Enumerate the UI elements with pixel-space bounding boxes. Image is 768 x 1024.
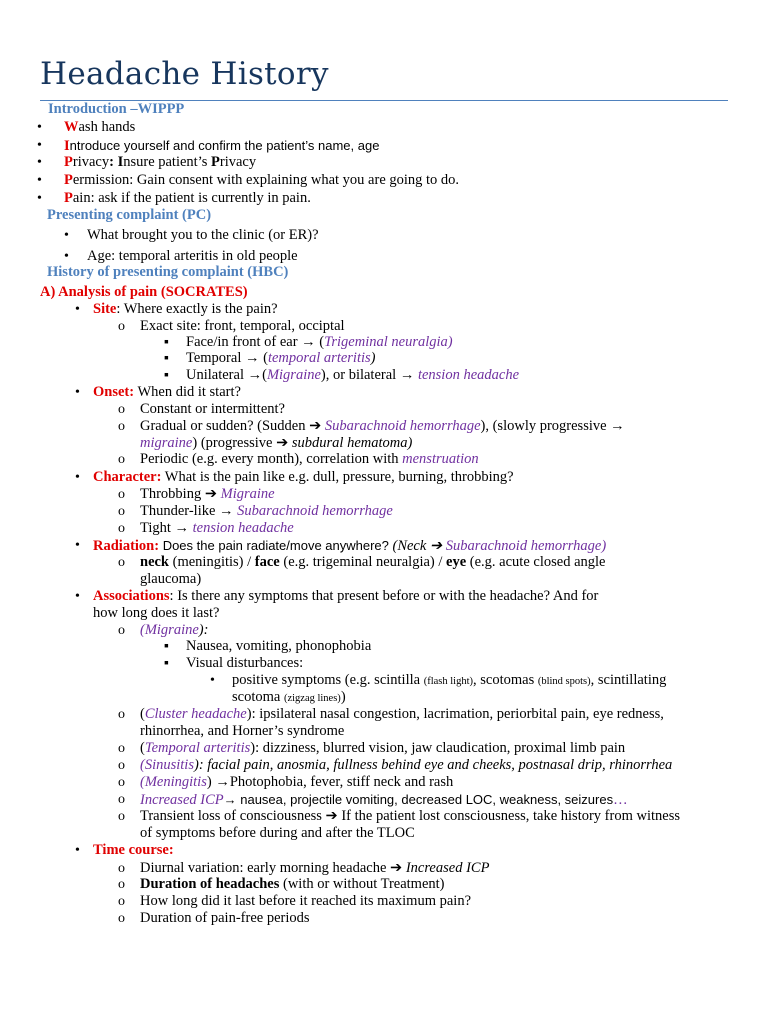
onset-periodic: Periodic (e.g. every month), correlation with menstruation xyxy=(140,451,479,467)
intro-heading: Introduction –WIPPP xyxy=(48,101,185,117)
bullet-circle: o xyxy=(118,775,125,790)
bullet-square: ▪ xyxy=(164,639,169,654)
assoc-cluster: (Cluster headache): ipsilateral nasal congestion, lacrimation, periorbital pain, eye redness, xyxy=(140,706,664,722)
bullet-circle: o xyxy=(118,402,125,417)
assoc-positive: positive symptoms (e.g. scintilla (flash light), scotomas (blind spots), scintillating xyxy=(232,672,667,688)
bullet: • xyxy=(75,470,80,485)
associations-line-cont: how long does it last? xyxy=(93,605,220,621)
analysis-heading: A) Analysis of pain (SOCRATES) xyxy=(40,284,248,300)
assoc-sinusitis: (Sinusitis): facial pain, anosmia, fullness behind eye and cheeks, postnasal drip, rhinorrhea xyxy=(140,757,673,773)
pc-heading: Presenting complaint (PC) xyxy=(47,207,212,223)
assoc-tloc-cont: of symptoms before during and after the TLOC xyxy=(140,825,415,841)
pc-item: Age: temporal arteritis in old people xyxy=(87,248,298,264)
site-line: Site: Where exactly is the pain? xyxy=(93,301,278,317)
bullet-circle: o xyxy=(118,555,125,570)
site-temporal: Temporal → (temporal arteritis) xyxy=(186,350,376,366)
character-line: Character: What is the pain like e.g. dull, pressure, burning, throbbing? xyxy=(93,469,514,485)
intro-wash-hands: Wash hands xyxy=(64,119,136,135)
bullet: • xyxy=(75,589,80,604)
bullet-circle: o xyxy=(118,487,125,502)
bullet-circle: o xyxy=(118,504,125,519)
bullet: • xyxy=(75,302,80,317)
bullet-circle: o xyxy=(118,741,125,756)
bullet-circle: o xyxy=(118,792,125,807)
bullet-square: ▪ xyxy=(164,656,169,671)
radiation-line: Radiation: Does the pain radiate/move anywhere? (Neck ➔ Subarachnoid hemorrhage) xyxy=(93,538,607,554)
bullet-circle: o xyxy=(118,707,125,722)
bullet: • xyxy=(37,120,42,135)
time-pain-free: Duration of pain-free periods xyxy=(140,910,310,926)
radiation-sites: neck (meningitis) / face (e.g. trigeminal neuralgia) / eye (e.g. acute closed angle xyxy=(140,554,606,570)
site-exact: Exact site: front, temporal, occiptal xyxy=(140,318,345,334)
character-thunder: Thunder-like → Subarachnoid hemorrhage xyxy=(140,503,393,519)
bullet: • xyxy=(75,385,80,400)
bullet: • xyxy=(37,155,42,170)
bullet: • xyxy=(75,538,80,553)
bullet-circle: o xyxy=(118,319,125,334)
assoc-migraine: (Migraine): xyxy=(140,622,209,638)
page-title: Headache History xyxy=(40,56,329,92)
character-tight: Tight → tension headache xyxy=(140,520,294,536)
bullet-circle: o xyxy=(118,758,125,773)
bullet-square: ▪ xyxy=(164,351,169,366)
hpc-heading: History of presenting complaint (HBC) xyxy=(47,264,289,280)
bullet: • xyxy=(37,173,42,188)
site-face: Face/in front of ear → (Trigeminal neuralgia) xyxy=(186,334,453,350)
assoc-temporal-arteritis: (Temporal arteritis): dizziness, blurred vision, jaw claudication, proximal limb pain xyxy=(140,740,626,756)
intro-pain: Pain: ask if the patient is currently in pain. xyxy=(64,190,311,206)
bullet-circle: o xyxy=(118,452,125,467)
bullet: • xyxy=(37,138,42,153)
associations-line: Associations: Is there any symptoms that present before or with the headache? And for xyxy=(93,588,599,604)
assoc-meningitis: (Meningitis) →Photophobia, fever, stiff neck and rash xyxy=(140,774,454,790)
bullet-square: ▪ xyxy=(164,368,169,383)
onset-gradual-cont: migraine) (progressive ➔ subdural hematoma) xyxy=(140,435,413,451)
assoc-increased-icp: Increased ICP→ nausea, projectile vomiting, decreased LOC, weakness, seizures… xyxy=(140,792,628,808)
assoc-positive-cont: scotoma (zigzag lines)) xyxy=(232,689,346,705)
radiation-sites-cont: glaucoma) xyxy=(140,571,202,587)
bullet: • xyxy=(75,843,80,858)
assoc-visual: Visual disturbances: xyxy=(186,655,304,671)
bullet-circle: o xyxy=(118,521,125,536)
bullet-circle: o xyxy=(118,877,125,892)
onset-constant: Constant or intermittent? xyxy=(140,401,285,417)
intro-permission: Permission: Gain consent with explaining what you are going to do. xyxy=(64,172,460,188)
onset-line: Onset: When did it start? xyxy=(93,384,241,400)
bullet: • xyxy=(64,228,69,243)
bullet-circle: o xyxy=(118,911,125,926)
assoc-cluster-cont: rhinorrhea, and Horner’s syndrome xyxy=(140,723,345,739)
onset-gradual: Gradual or sudden? (Sudden ➔ Subarachnoid hemorrhage), (slowly progressive → xyxy=(140,418,625,434)
assoc-tloc: Transient loss of consciousness ➔ If the patient lost consciousness, take history from witness xyxy=(140,808,680,824)
bullet-circle: o xyxy=(118,861,125,876)
assoc-nausea: Nausea, vomiting, phonophobia xyxy=(186,638,372,654)
intro-privacy: Privacy: Insure patient’s Privacy xyxy=(64,154,257,170)
time-how-long: How long did it last before it reached its maximum pain? xyxy=(140,893,472,909)
bullet: • xyxy=(64,249,69,264)
bullet: • xyxy=(37,191,42,206)
time-course-label: Time course: xyxy=(93,842,174,858)
bullet-circle: o xyxy=(118,623,125,638)
time-duration: Duration of headaches (with or without Treatment) xyxy=(140,876,445,892)
bullet-circle: o xyxy=(118,894,125,909)
site-unilateral: Unilateral →(Migraine), or bilateral → tension headache xyxy=(186,367,520,383)
bullet-circle: o xyxy=(118,419,125,434)
intro-introduce: Introduce yourself and confirm the patient’s name, age xyxy=(64,138,380,154)
bullet-circle: o xyxy=(118,809,125,824)
pc-item: What brought you to the clinic (or ER)? xyxy=(87,227,319,243)
character-throbbing: Throbbing ➔ Migraine xyxy=(140,486,275,502)
time-diurnal: Diurnal variation: early morning headache ➔ Increased ICP xyxy=(140,860,490,876)
bullet: • xyxy=(210,673,215,688)
bullet-square: ▪ xyxy=(164,335,169,350)
